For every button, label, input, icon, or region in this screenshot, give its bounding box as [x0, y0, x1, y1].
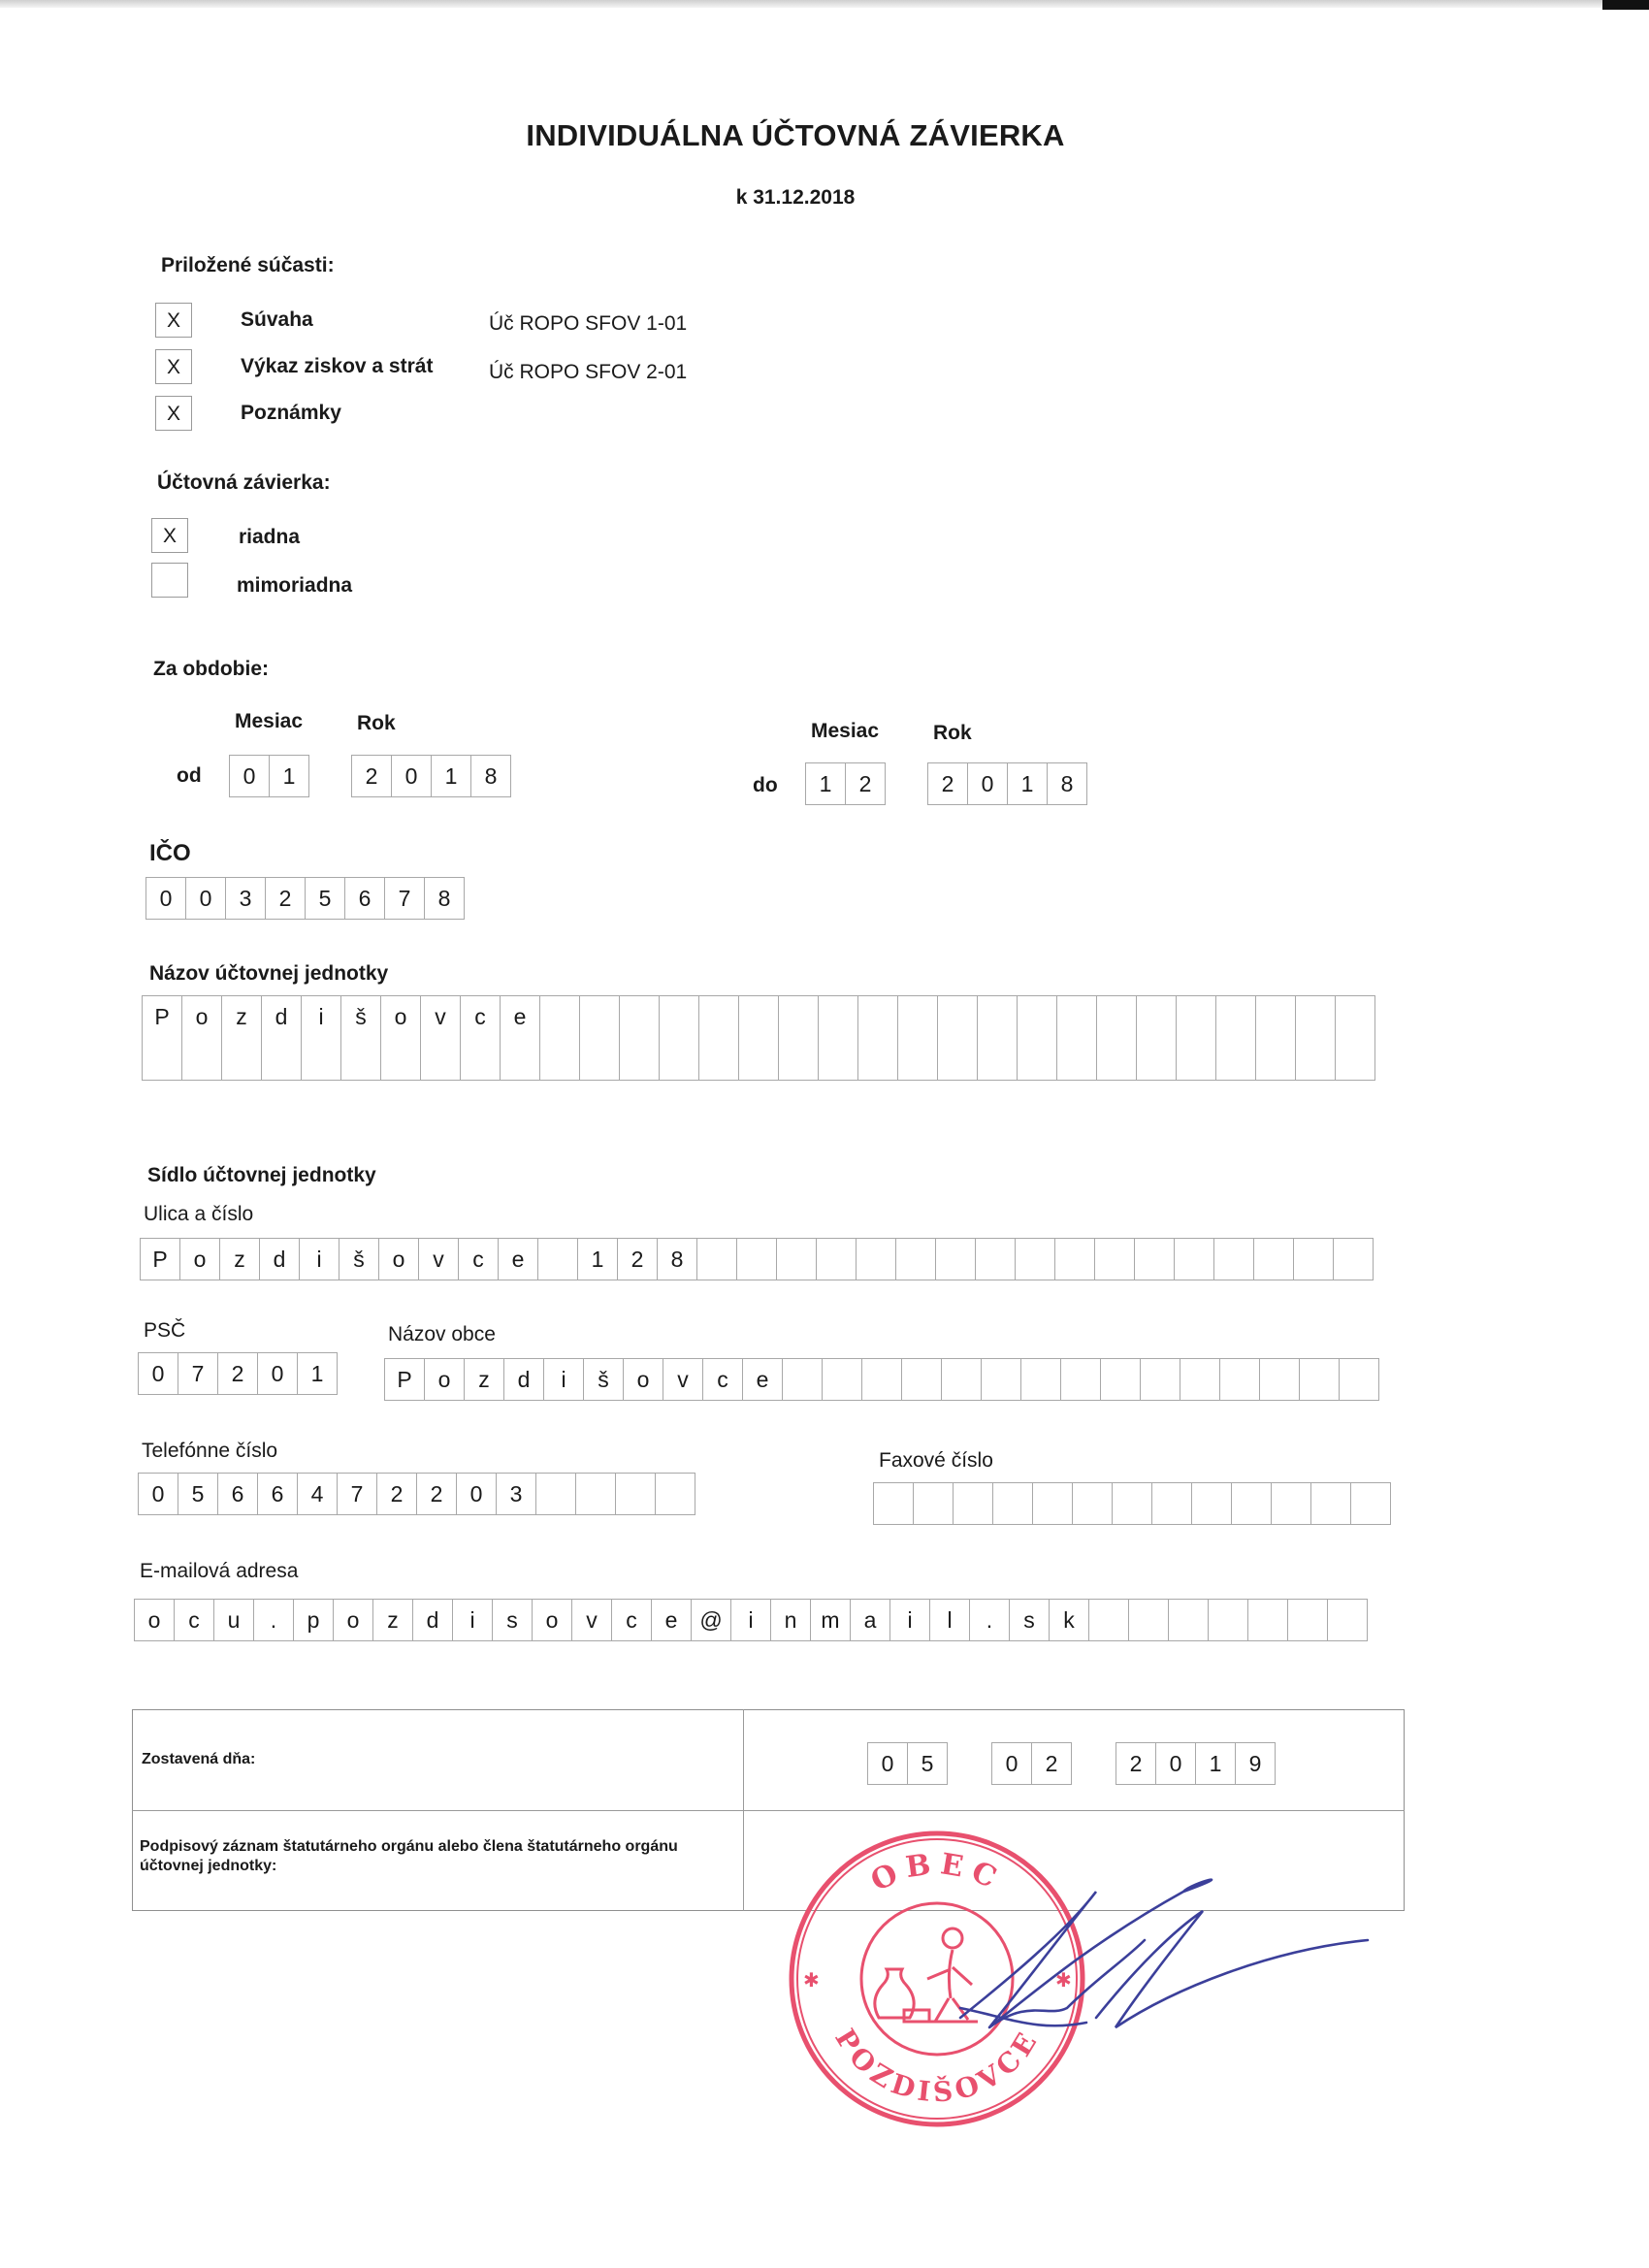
char-cell — [937, 995, 978, 1081]
ico-field[interactable] — [146, 877, 465, 920]
char-cell — [1151, 1482, 1192, 1525]
char-cell: s — [492, 1599, 533, 1641]
char-cell: š — [583, 1358, 624, 1401]
char-cell: z — [372, 1599, 413, 1641]
char-cell: o — [380, 995, 421, 1081]
digit-cell: 2 — [845, 762, 886, 805]
period-heading: Za obdobie: — [153, 658, 269, 680]
char-cell: v — [420, 995, 461, 1081]
digit-cell: 0 — [391, 755, 432, 797]
char-cell — [539, 995, 580, 1081]
char-cell: 0 — [138, 1473, 178, 1515]
char-cell: 6 — [344, 877, 385, 920]
city-label: Názov obce — [388, 1323, 496, 1345]
email-label: E-mailová adresa — [140, 1560, 299, 1582]
char-cell: 4 — [297, 1473, 338, 1515]
digit-cell: 2 — [351, 755, 392, 797]
char-cell: s — [1009, 1599, 1050, 1641]
fax-label: Faxové číslo — [879, 1449, 993, 1472]
char-cell — [941, 1358, 982, 1401]
digit-cell: 0 — [991, 1742, 1032, 1785]
char-cell — [818, 995, 858, 1081]
char-cell — [1140, 1358, 1180, 1401]
char-cell: 0 — [138, 1352, 178, 1395]
char-cell: c — [458, 1238, 499, 1280]
psc-label: PSČ — [144, 1319, 186, 1342]
ico-label: IČO — [149, 840, 191, 866]
char-cell: 0 — [257, 1352, 298, 1395]
svg-text:✱: ✱ — [803, 1968, 820, 1992]
char-cell — [1259, 1358, 1300, 1401]
digit-cell: 2 — [927, 762, 968, 805]
char-cell: d — [412, 1599, 453, 1641]
phone-label: Telefónne číslo — [142, 1440, 278, 1462]
checkbox-poznamky[interactable]: X — [155, 396, 192, 431]
char-cell: 3 — [225, 877, 266, 920]
char-cell — [822, 1358, 862, 1401]
char-cell — [1287, 1599, 1328, 1641]
to-label: do — [753, 774, 778, 796]
digit-cell: 1 — [1195, 1742, 1236, 1785]
char-cell: z — [221, 995, 262, 1081]
signature-label: Podpisový záznam štatutárneho orgánu alebo člena štatutárneho orgánu účtovnej jednotky: — [140, 1838, 678, 1874]
char-cell — [1096, 995, 1137, 1081]
char-cell: 0 — [146, 877, 186, 920]
char-cell — [1219, 1358, 1260, 1401]
footer-col-divider — [743, 1709, 744, 1911]
checkbox-mimoriadna[interactable] — [151, 563, 188, 598]
from-month-field[interactable] — [229, 755, 309, 797]
digit-cell: 5 — [907, 1742, 948, 1785]
svg-text:POZDIŠOVCE: POZDIŠOVCE — [828, 2023, 1046, 2109]
char-cell: 3 — [496, 1473, 536, 1515]
entity-name-field[interactable] — [142, 995, 1375, 1081]
document-date: k 31.12.2018 — [735, 186, 856, 209]
char-cell: P — [142, 995, 182, 1081]
char-cell: 5 — [305, 877, 345, 920]
char-cell — [535, 1473, 576, 1515]
digit-cell: 1 — [431, 755, 471, 797]
char-cell — [901, 1358, 942, 1401]
digit-cell: 0 — [1155, 1742, 1196, 1785]
phone-field[interactable] — [138, 1473, 695, 1515]
char-cell: c — [174, 1599, 214, 1641]
char-cell — [776, 1238, 817, 1280]
char-cell — [1327, 1599, 1368, 1641]
char-cell — [1100, 1358, 1141, 1401]
char-cell: o — [181, 995, 222, 1081]
char-cell: i — [299, 1238, 340, 1280]
char-cell: p — [293, 1599, 334, 1641]
char-cell: 1 — [297, 1352, 338, 1395]
char-cell — [856, 1238, 896, 1280]
compiled-month-field[interactable] — [991, 1742, 1072, 1785]
char-cell — [698, 995, 739, 1081]
footer-row-divider — [132, 1810, 1405, 1811]
from-month-label: Mesiac — [235, 710, 304, 732]
char-cell — [1094, 1238, 1135, 1280]
char-cell: š — [339, 1238, 379, 1280]
char-cell — [1208, 1599, 1248, 1641]
char-cell: 7 — [337, 1473, 377, 1515]
char-cell: d — [259, 1238, 300, 1280]
char-cell: . — [253, 1599, 294, 1641]
char-cell — [579, 995, 620, 1081]
char-cell: @ — [691, 1599, 731, 1641]
char-cell: š — [340, 995, 381, 1081]
document-title: INDIVIDUÁLNA ÚČTOVNÁ ZÁVIERKA — [526, 118, 1065, 152]
char-cell — [1299, 1358, 1340, 1401]
digit-cell: 0 — [229, 755, 270, 797]
char-cell — [778, 995, 819, 1081]
char-cell — [992, 1482, 1033, 1525]
char-cell: e — [498, 1238, 538, 1280]
char-cell: l — [929, 1599, 970, 1641]
char-cell: o — [378, 1238, 419, 1280]
scan-corner-mark — [1602, 0, 1649, 10]
fax-field[interactable] — [873, 1482, 1391, 1525]
char-cell — [1271, 1482, 1311, 1525]
char-cell — [1231, 1482, 1272, 1525]
char-cell — [861, 1358, 902, 1401]
char-cell — [615, 1473, 656, 1515]
char-cell — [816, 1238, 857, 1280]
char-cell: i — [889, 1599, 930, 1641]
char-cell — [981, 1358, 1021, 1401]
char-cell — [1339, 1358, 1379, 1401]
to-month-label: Mesiac — [811, 720, 880, 742]
code-vykaz: Úč ROPO SFOV 2-01 — [489, 361, 688, 383]
char-cell: i — [301, 995, 341, 1081]
char-cell — [1020, 1358, 1061, 1401]
char-cell: 6 — [257, 1473, 298, 1515]
compiled-year-field[interactable] — [1116, 1742, 1276, 1785]
char-cell — [1056, 995, 1097, 1081]
char-cell: c — [702, 1358, 743, 1401]
char-cell — [897, 995, 938, 1081]
char-cell: e — [742, 1358, 783, 1401]
char-cell: . — [969, 1599, 1010, 1641]
char-cell — [1112, 1482, 1152, 1525]
char-cell: 7 — [384, 877, 425, 920]
char-cell — [953, 1482, 993, 1525]
char-cell: c — [460, 995, 501, 1081]
char-cell — [913, 1482, 954, 1525]
char-cell — [1088, 1599, 1129, 1641]
char-cell — [1335, 995, 1375, 1081]
seat-heading: Sídlo účtovnej jednotky — [147, 1164, 376, 1186]
char-cell — [1255, 995, 1296, 1081]
char-cell: u — [213, 1599, 254, 1641]
char-cell: 5 — [178, 1473, 218, 1515]
char-cell: v — [663, 1358, 703, 1401]
char-cell: 2 — [376, 1473, 417, 1515]
char-cell: v — [571, 1599, 612, 1641]
to-year-label: Rok — [933, 722, 972, 744]
char-cell: o — [333, 1599, 373, 1641]
char-cell: c — [611, 1599, 652, 1641]
char-cell — [619, 995, 660, 1081]
digit-cell: 1 — [269, 755, 309, 797]
digit-cell: 0 — [967, 762, 1008, 805]
char-cell: 0 — [456, 1473, 497, 1515]
char-cell — [1215, 995, 1256, 1081]
entity-name-label: Názov účtovnej jednotky — [149, 962, 389, 985]
char-cell — [1060, 1358, 1101, 1401]
char-cell — [736, 1238, 777, 1280]
svg-text:✱: ✱ — [1055, 1968, 1072, 1992]
char-cell: 1 — [577, 1238, 618, 1280]
char-cell — [1213, 1238, 1254, 1280]
char-cell — [696, 1238, 737, 1280]
char-cell: i — [730, 1599, 771, 1641]
char-cell: 2 — [265, 877, 306, 920]
char-cell: m — [810, 1599, 851, 1641]
handwritten-signature — [951, 1872, 1397, 2047]
char-cell — [1017, 995, 1057, 1081]
attachments-heading: Priložené súčasti: — [161, 254, 335, 276]
char-cell — [1333, 1238, 1374, 1280]
label-suvaha: Súvaha — [241, 308, 313, 331]
digit-cell: 9 — [1235, 1742, 1276, 1785]
char-cell: z — [464, 1358, 504, 1401]
char-cell — [1134, 1238, 1175, 1280]
email-field[interactable] — [134, 1599, 1368, 1641]
svg-text:OBEC: OBEC — [865, 1846, 1009, 1899]
char-cell — [738, 995, 779, 1081]
digit-cell: 2 — [1031, 1742, 1072, 1785]
digit-cell: 2 — [1116, 1742, 1156, 1785]
char-cell: o — [179, 1238, 220, 1280]
to-year-field[interactable] — [927, 762, 1087, 805]
char-cell — [873, 1482, 914, 1525]
digit-cell: 8 — [470, 755, 511, 797]
char-cell — [1032, 1482, 1073, 1525]
char-cell: 7 — [178, 1352, 218, 1395]
char-cell — [1293, 1238, 1334, 1280]
char-cell: i — [543, 1358, 584, 1401]
char-cell: 2 — [217, 1352, 258, 1395]
char-cell: z — [219, 1238, 260, 1280]
from-label: od — [177, 764, 202, 787]
char-cell — [1168, 1599, 1209, 1641]
char-cell — [1174, 1238, 1214, 1280]
char-cell: 6 — [217, 1473, 258, 1515]
char-cell: 0 — [185, 877, 226, 920]
digit-cell: 1 — [805, 762, 846, 805]
code-suvaha: Úč ROPO SFOV 1-01 — [489, 312, 688, 335]
char-cell — [1180, 1358, 1220, 1401]
char-cell — [782, 1358, 823, 1401]
checkbox-vykaz[interactable]: X — [155, 349, 192, 384]
checkbox-suvaha[interactable]: X — [155, 303, 192, 338]
char-cell — [975, 1238, 1016, 1280]
from-year-field[interactable] — [351, 755, 511, 797]
digit-cell: 8 — [1047, 762, 1087, 805]
char-cell — [655, 1473, 695, 1515]
char-cell — [935, 1238, 976, 1280]
char-cell — [1128, 1599, 1169, 1641]
scan-top-edge — [0, 0, 1649, 8]
to-month-field[interactable] — [805, 762, 886, 805]
char-cell — [659, 995, 699, 1081]
char-cell: k — [1049, 1599, 1089, 1641]
street-label: Ulica a číslo — [144, 1203, 254, 1225]
char-cell — [1015, 1238, 1055, 1280]
char-cell — [1054, 1238, 1095, 1280]
char-cell — [575, 1473, 616, 1515]
char-cell: d — [261, 995, 302, 1081]
char-cell — [857, 995, 898, 1081]
char-cell: 2 — [416, 1473, 457, 1515]
checkbox-riadna[interactable]: X — [151, 518, 188, 553]
char-cell: i — [452, 1599, 493, 1641]
label-riadna: riadna — [239, 526, 301, 548]
char-cell: a — [850, 1599, 890, 1641]
char-cell — [1247, 1599, 1288, 1641]
label-vykaz: Výkaz ziskov a strát — [241, 355, 434, 377]
char-cell: 2 — [617, 1238, 658, 1280]
label-poznamky: Poznámky — [241, 402, 341, 424]
compiled-day-field[interactable] — [867, 1742, 948, 1785]
char-cell — [1253, 1238, 1294, 1280]
char-cell — [1295, 995, 1336, 1081]
char-cell — [1136, 995, 1177, 1081]
char-cell — [1176, 995, 1216, 1081]
char-cell — [977, 995, 1018, 1081]
char-cell: n — [770, 1599, 811, 1641]
digit-cell: 0 — [867, 1742, 908, 1785]
psc-field[interactable] — [138, 1352, 338, 1395]
char-cell — [1310, 1482, 1351, 1525]
char-cell — [537, 1238, 578, 1280]
digit-cell: 1 — [1007, 762, 1048, 805]
char-cell: e — [500, 995, 540, 1081]
statement-type-heading: Účtovná závierka: — [157, 471, 331, 494]
street-field[interactable] — [140, 1238, 1374, 1280]
char-cell: 8 — [424, 877, 465, 920]
city-field[interactable] — [384, 1358, 1379, 1401]
char-cell: v — [418, 1238, 459, 1280]
from-year-label: Rok — [357, 712, 396, 734]
char-cell — [895, 1238, 936, 1280]
char-cell: d — [503, 1358, 544, 1401]
char-cell — [1072, 1482, 1113, 1525]
compiled-date-label: Zostavená dňa: — [142, 1751, 256, 1767]
char-cell: o — [623, 1358, 663, 1401]
char-cell: P — [140, 1238, 180, 1280]
char-cell — [1191, 1482, 1232, 1525]
char-cell: e — [651, 1599, 692, 1641]
char-cell: o — [134, 1599, 175, 1641]
char-cell — [1350, 1482, 1391, 1525]
label-mimoriadna: mimoriadna — [237, 574, 353, 597]
char-cell: 8 — [657, 1238, 697, 1280]
char-cell: o — [424, 1358, 465, 1401]
char-cell: P — [384, 1358, 425, 1401]
char-cell: o — [532, 1599, 572, 1641]
